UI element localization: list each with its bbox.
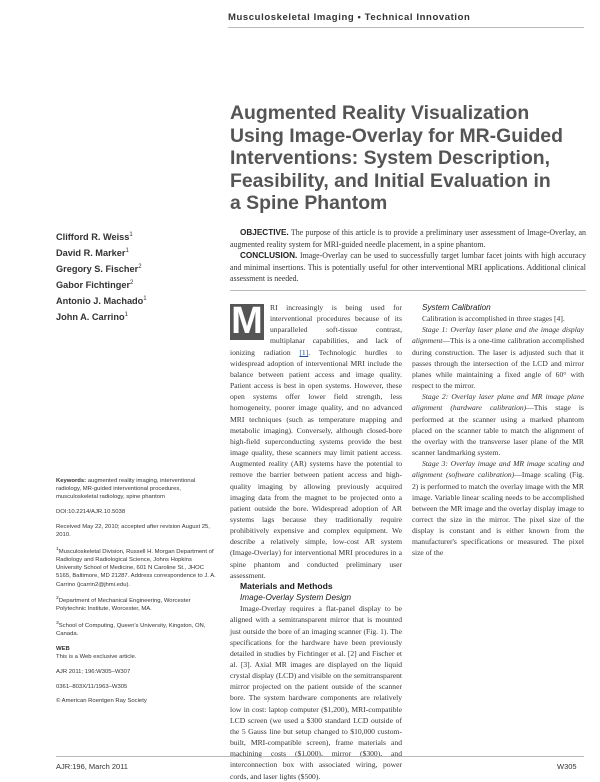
author-affiliation: 1 (143, 296, 147, 303)
title-line: Using Image-Overlay for MR-Guided (230, 124, 563, 147)
sidebar-notes (56, 477, 216, 712)
subsection-heading-design: Image-Overlay System Design (240, 593, 352, 603)
author (56, 308, 226, 324)
stage-3-text: —Image scaling (Fig. 2) is performed to match the overlay image with the MR image. Variable linear scaling needs to be accomplished between the MR image and the overlay display image to correct the size in the mirror. The pixel size of the display is constant and is either known from the manufacturer's specifications or measured. The pixel size of the (412, 470, 585, 558)
abstract-rule (230, 290, 586, 291)
stage-3-label: Stage 3: Overlay image and MR image scaling and alignment (software calibration) (412, 459, 584, 480)
author-affiliation: 2 (130, 280, 134, 287)
affiliation-1: $^1$Musculoskeletal Division, Russell H. Morgan Department of Radiology and Radiological Science, Johns Hopkins University School of Medicine, 601 N Caroline St., JHOC 5165, Baltimore, MD 21287. Address correspondence to J. A. Carrino (jcarrin2@jhmi.edu). (56, 546, 216, 588)
keywords-label: Keywords: (56, 478, 87, 484)
body-column-left (230, 302, 402, 782)
copyright: © American Roentgen Ray Society (56, 698, 147, 705)
web-label: WEB (56, 645, 70, 652)
running-header: Musculoskeletal Imaging • Technical Innovation (228, 12, 471, 23)
abstract-conclusion (230, 250, 586, 285)
web-note (56, 645, 216, 661)
header-rule (228, 27, 584, 28)
author-affiliation: 2 (138, 264, 142, 271)
stage-2-text: —This stage is performed at the scanner using a marked phantom placed on the scanner table to match the alignment of the overlay with the transverse laser plane of the MR scanner landmarking system. (412, 403, 584, 458)
author (56, 276, 226, 292)
received-dates: Received May 22, 2010; accepted after revision August 25, 2010. (56, 523, 210, 539)
stage-2-label: Stage 2: Overlay laser plane and MR image plane alignment (hardware calibration) (412, 392, 584, 413)
stage-3-paragraph (412, 458, 584, 558)
title-line: Augmented Reality Visualization (230, 102, 530, 124)
subsection-heading-calibration: System Calibration (422, 303, 491, 312)
affiliation-3-text: School of Computing, Queen's University, Kingston, ON, Canada. (56, 623, 206, 638)
web-text: This is a Web exclusive article. (56, 654, 137, 661)
stage-1-label: Stage 1: Overlay laser plane and the image display alignment (412, 325, 584, 346)
title-line: a Spine Phantom (230, 192, 388, 214)
affiliation-3: $^3$School of Computing, Queen's University, Kingston, ON, Canada. (56, 621, 206, 638)
conclusion-label: CONCLUSION. (240, 251, 298, 261)
calibration-intro: Calibration is accomplished in three stages [4]. (422, 314, 565, 324)
citation: AJR 2011; 196:W305–W307 (56, 668, 131, 675)
abstract-objective (230, 227, 586, 250)
design-paragraph: Image-Overlay requires a flat-panel display to be aligned with a semitransparent mirror that is mounted just outside the bore of an imaging scanner (Fig. 1). The specifications for the hardware have been previously detailed in studies by Fichtinger et al. [2] and Fischer et al. [3]. Axial MR images are displayed on the liquid crystal display (LCD) and visible on the semitransparent mirror projected on the patient outside of the scanner bore. The system hardware components are relatively low in cost: laptop computer ($1,200), MRI-compatible LCD screen (we used a $300 standard LCD outside of the 5 Gauss line but setup changed to $10,000 custom-built, MRI-compatible screen), frame materials and machining costs ($1,000), mirror ($300), and interconnection box with associated wiring, power cords, and laser lights ($500). (230, 604, 402, 781)
author-affiliation: 1 (125, 248, 129, 255)
abstract (230, 227, 586, 285)
conclusion-text: Image-Overlay can be used to successfully target lumbar facet joints with high accuracy and minimal insertions. This is potentially useful for other interventional MRI applications. Additional clinical assessment is needed. (230, 251, 586, 284)
affiliation-2: $^2$Department of Mechanical Engineering, Worcester Polytechnic Institute, Worcester, MA. (56, 596, 191, 613)
footer-journal-info: AJR:196, March 2011 (56, 762, 128, 771)
affiliation-2-text: Department of Mechanical Engineering, Worcester Polytechnic Institute, Worcester, MA. (56, 598, 191, 613)
intro-text-b: . Technologic hurdles to widespread adoption of interventional MRI include the balance between patient access and image quality. Patient access is best in open systems. However, these open systems offer lower field strength, less homogeneity, poorer image quality, and no advanced MRI techniques (such as temperature mapping and metabolic imaging). Conversely, although closed-bore high-field superconducting systems provide the best image quality, these scanners may limit patient access. Augmented reality (AR) systems have the potential to remove the barrier between patient access and high-quality imaging by allowing previously acquired imaging data from the magnet to be projected onto a patient outside the bore. Widespread adoption of AR systems lags because they traditionally require prohibitively expensive and complex equipment. We describe a relatively simple, low-cost AR system (Image-Overlay) for interventional MRI procedures in a spine phantom and conducted preliminary user assessment. (230, 347, 402, 580)
footer-page-number: W305 (557, 762, 577, 771)
intro-paragraph (230, 302, 402, 581)
author (56, 228, 226, 244)
stage-1-paragraph (412, 324, 584, 391)
author-name: Antonio J. Machado (56, 296, 144, 307)
title-line: Feasibility, and Initial Evaluation in (230, 169, 551, 192)
author-list (56, 228, 226, 324)
issn: 0361–803X/11/1963–W305 (56, 683, 128, 690)
body-column-right (412, 302, 584, 559)
title-line: Interventions: System Description, (230, 147, 551, 169)
section-heading-methods: Materials and Methods (240, 580, 333, 591)
reference-link-1[interactable]: [1] (299, 347, 309, 357)
keywords-text: augmented reality imaging, interventional radiology, MR-guided interventional procedures, musculoskeletal radiology, spine phantom (56, 478, 196, 501)
article-title (230, 102, 590, 215)
stage-2-paragraph (412, 391, 584, 458)
author-name: Gregory S. Fischer (56, 264, 139, 275)
author-affiliation: 1 (124, 312, 128, 319)
drop-cap: M (231, 300, 263, 342)
author (56, 260, 226, 276)
stage-1-text: —This is a one-time calibration accomplished during construction. The laser is adjusted such that it passes through the intersection of the LCD and mirror planes while maintaining a fixed angle of 60° with respect to the mirror. (412, 336, 584, 391)
author (56, 244, 226, 260)
footer-rule (56, 756, 584, 757)
doi: DOI:10.2214/AJR.10.5038 (56, 509, 126, 516)
affiliation-1-text: Musculoskeletal Division, Russell H. Morgan Department of Radiology and Radiological Science, Johns Hopkins University School of Medicine, 601 N Caroline St., JHOC 5165, Baltimore, MD 21287. Address correspondence to J. A. Carrino (jcarrin2@jhmi.edu). (56, 548, 216, 588)
keywords (56, 477, 216, 502)
intro-text-a: RI increasingly is being used for interventional procedures because of its unparalleled soft-tissue contrast, multiplanar capabilities, and lack of ionizing radiation (230, 303, 402, 357)
author-name: John A. Carrino (56, 312, 125, 323)
author-name: Clifford R. Weiss (56, 232, 130, 243)
objective-label: OBJECTIVE. (240, 228, 289, 237)
author-name: David R. Marker (56, 248, 126, 259)
author (56, 292, 226, 308)
objective-text: The purpose of this article is to provide a preliminary user assessment of Image-Overlay, an augmented reality system for MRI-guided needle placement, in a spine phantom. (230, 228, 586, 249)
author-affiliation: 1 (129, 232, 133, 238)
author-name: Gabor Fichtinger (56, 280, 131, 291)
